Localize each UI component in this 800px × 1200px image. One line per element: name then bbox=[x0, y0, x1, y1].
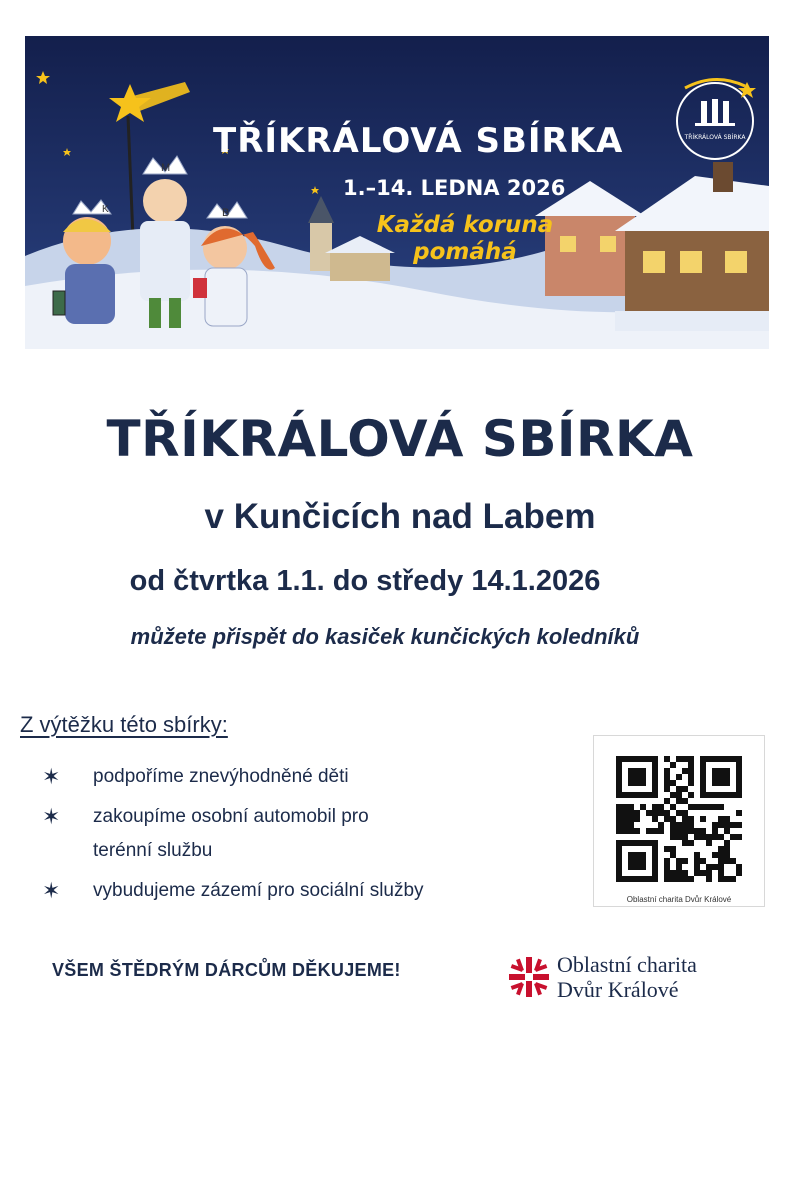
list-item-text: vybudujeme zázemí pro sociální služby bbox=[93, 880, 424, 901]
list-item-text: podpoříme znevýhodněné děti bbox=[93, 766, 349, 787]
charity-name-line1: Oblastní charita bbox=[557, 952, 697, 977]
proceeds-heading: Z výtěžku této sbírky: bbox=[20, 712, 228, 737]
banner-slogan: Každá koruna pomáhá bbox=[376, 212, 554, 265]
qr-code-icon[interactable] bbox=[616, 756, 742, 882]
thanks-message: VŠEM ŠTĚDRÝM DÁRCŮM DĚKUJEME! bbox=[52, 960, 401, 980]
banner-title: TŘÍKRÁLOVÁ SBÍRKA bbox=[213, 121, 624, 161]
asterisk-star-icon: ✶ bbox=[42, 804, 61, 829]
charity-cross-icon bbox=[507, 955, 551, 999]
crown-letter-b: B bbox=[222, 207, 230, 219]
crown-letter-m: M bbox=[161, 162, 171, 174]
list-item bbox=[40, 760, 490, 794]
charity-name bbox=[557, 952, 757, 1002]
proceeds-list bbox=[40, 760, 490, 914]
banner-dates: 1.–14. LEDNA 2026 bbox=[343, 176, 566, 200]
campaign-banner bbox=[25, 36, 769, 349]
collection-dates: od čtvrtka 1.1. do středy 14.1.2026 bbox=[129, 565, 601, 597]
donation-invite: můžete přispět do kasiček kunčických koledníků bbox=[130, 624, 640, 649]
asterisk-star-icon: ✶ bbox=[42, 878, 61, 903]
location-subtitle: v Kunčicích nad Labem bbox=[204, 497, 596, 536]
asterisk-star-icon: ✶ bbox=[42, 764, 61, 789]
campaign-logo-text: TŘÍKRÁLOVÁ SBÍRKA bbox=[684, 134, 746, 141]
qr-code-card bbox=[593, 735, 765, 907]
crown-letter-k: K bbox=[102, 204, 109, 215]
list-item-text: zakoupíme osobní automobil pro bbox=[93, 806, 369, 827]
list-item bbox=[40, 874, 490, 908]
qr-caption: Oblastní charita Dvůr Králové bbox=[626, 895, 732, 904]
list-item-text-continued: terénní službu bbox=[93, 840, 213, 861]
list-item bbox=[40, 800, 490, 868]
page-title: TŘÍKRÁLOVÁ SBÍRKA bbox=[106, 410, 694, 468]
charity-name-line2: Dvůr Králové bbox=[557, 977, 679, 1002]
